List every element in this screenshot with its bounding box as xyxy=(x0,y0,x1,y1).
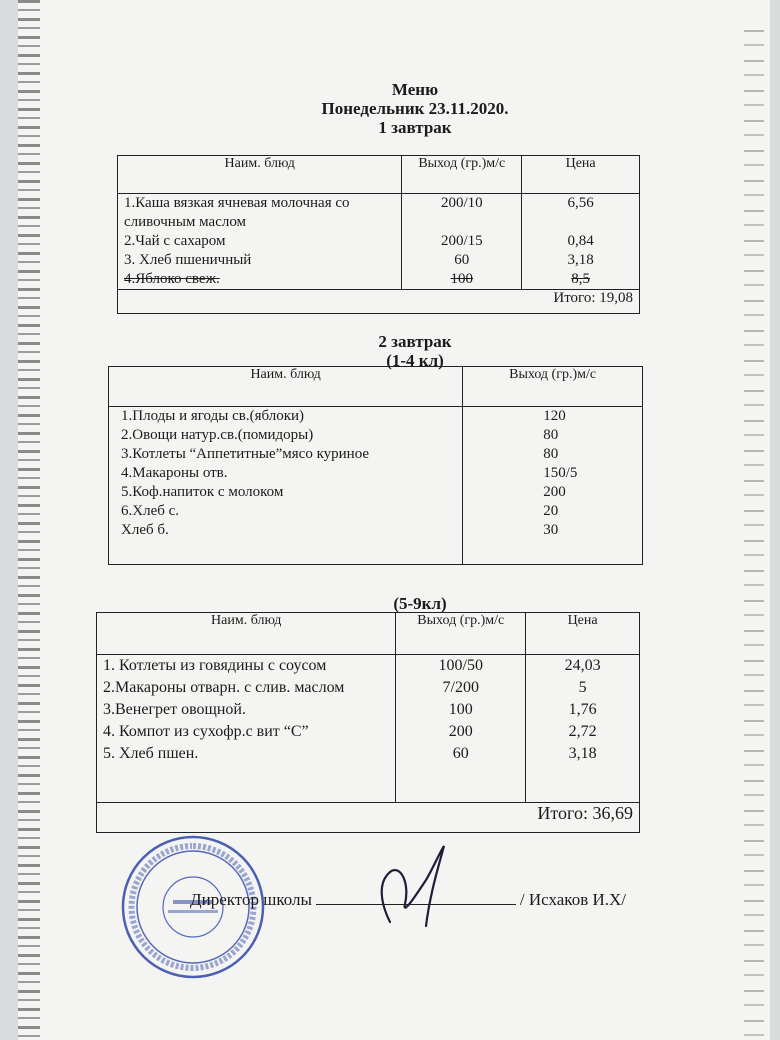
dish-yield: 200/15 xyxy=(440,233,483,249)
dish-yield: 100 xyxy=(450,271,474,287)
dish-name: 1.Каша вязкая ячневая молочная со сливочным маслом xyxy=(124,195,350,230)
dish-name: 4.Яблоко свеж. xyxy=(124,271,220,287)
table-body xyxy=(97,655,640,803)
dish-name: 2.Чай с сахаром xyxy=(124,233,226,249)
dish-yield: 60 xyxy=(452,745,469,762)
table-header-row xyxy=(109,367,643,407)
signature-underline xyxy=(316,890,516,905)
dish-name: Хлеб б. xyxy=(121,522,169,538)
dish-name: 6.Хлеб с. xyxy=(121,503,180,519)
dish-price: 8,5 xyxy=(571,271,590,287)
scan-edge-left xyxy=(18,0,40,1040)
breakfast-2-subtitle: (1-4 кл) xyxy=(386,351,444,370)
dish-price: 3,18 xyxy=(568,745,597,762)
dish-yield: 80 xyxy=(543,446,559,462)
dish-name: 2.Овощи натур.св.(помидоры) xyxy=(121,427,314,443)
col-header-price: Цена xyxy=(526,613,640,655)
menu-title: Меню xyxy=(391,80,439,99)
dish-name: 1. Котлеты из говядины с соусом xyxy=(103,657,327,674)
grade-5-9-table xyxy=(96,612,640,833)
director-signature-icon xyxy=(360,842,470,932)
col-header-yield: Выход (гр.)м/с xyxy=(396,613,526,655)
col-header-name: Наим. блюд xyxy=(118,156,402,194)
dish-price: 2,72 xyxy=(568,723,597,740)
total-row xyxy=(118,290,640,314)
dish-price: 0,84 xyxy=(567,233,594,249)
col-header-name: Наим. блюд xyxy=(109,367,463,407)
dish-price: 6,56 xyxy=(567,195,594,211)
col-header-yield: Выход (гр.)м/с xyxy=(402,156,522,194)
dish-price: 3,18 xyxy=(567,252,594,268)
grade-5-9-title: (5-9кл) xyxy=(393,594,447,613)
dish-yield: 7/200 xyxy=(442,679,479,696)
dish-yield: 100 xyxy=(448,701,473,718)
dish-yield: 150/5 xyxy=(543,465,578,481)
menu-date: Понедельник 23.11.2020. xyxy=(321,99,509,118)
table-body xyxy=(118,194,640,290)
dish-yield: 60 xyxy=(454,252,470,268)
dish-name: 5.Коф.напиток с молоком xyxy=(121,484,284,500)
signature-label: Директор школы xyxy=(190,890,312,909)
signature-name: / Исхаков И.Х/ xyxy=(519,890,626,909)
breakfast-2-title: 2 завтрак xyxy=(378,332,452,351)
breakfast-2-table xyxy=(108,366,643,565)
scan-edge-right xyxy=(744,30,764,1040)
table-header-row xyxy=(97,613,640,655)
signature-line xyxy=(190,890,626,910)
dish-yield: 100/50 xyxy=(438,657,483,674)
total-value: Итого: 36,69 xyxy=(97,803,640,833)
dish-price: 1,76 xyxy=(568,701,597,718)
dish-yield: 200 xyxy=(448,723,473,740)
col-header-name: Наим. блюд xyxy=(97,613,396,655)
dish-yield: 120 xyxy=(543,408,566,424)
dish-yield: 20 xyxy=(543,503,559,519)
dish-price: 24,03 xyxy=(564,657,601,674)
menu-header xyxy=(300,80,530,137)
dish-yield: 200/10 xyxy=(440,195,483,211)
dish-name: 3.Венегрет овощной. xyxy=(103,701,246,718)
dish-name: 5. Хлеб пшен. xyxy=(103,745,199,762)
dish-yield: 30 xyxy=(543,522,559,538)
breakfast-1-title: 1 завтрак xyxy=(378,118,452,137)
dish-name: 4. Компот из сухофр.с вит “С” xyxy=(103,723,309,740)
dish-yield: 80 xyxy=(543,427,559,443)
dish-yield: 200 xyxy=(543,484,566,500)
breakfast-1-table xyxy=(117,155,640,314)
dish-price: 5 xyxy=(578,679,587,696)
table-body xyxy=(109,407,643,565)
total-value: Итого: 19,08 xyxy=(118,290,640,314)
breakfast-2-header xyxy=(300,332,530,370)
table-header-row xyxy=(118,156,640,194)
col-header-yield: Выход (гр.)м/с xyxy=(463,367,643,407)
col-header-price: Цена xyxy=(522,156,640,194)
dish-name: 3. Хлеб пшеничный xyxy=(124,252,252,268)
dish-name: 3.Котлеты “Аппетитные”мясо куриное xyxy=(121,446,370,462)
dish-name: 4.Макароны отв. xyxy=(121,465,228,481)
dish-name: 2.Макароны отварн. с слив. маслом xyxy=(103,679,345,696)
total-row xyxy=(97,803,640,833)
dish-name: 1.Плоды и ягоды св.(яблоки) xyxy=(121,408,305,424)
